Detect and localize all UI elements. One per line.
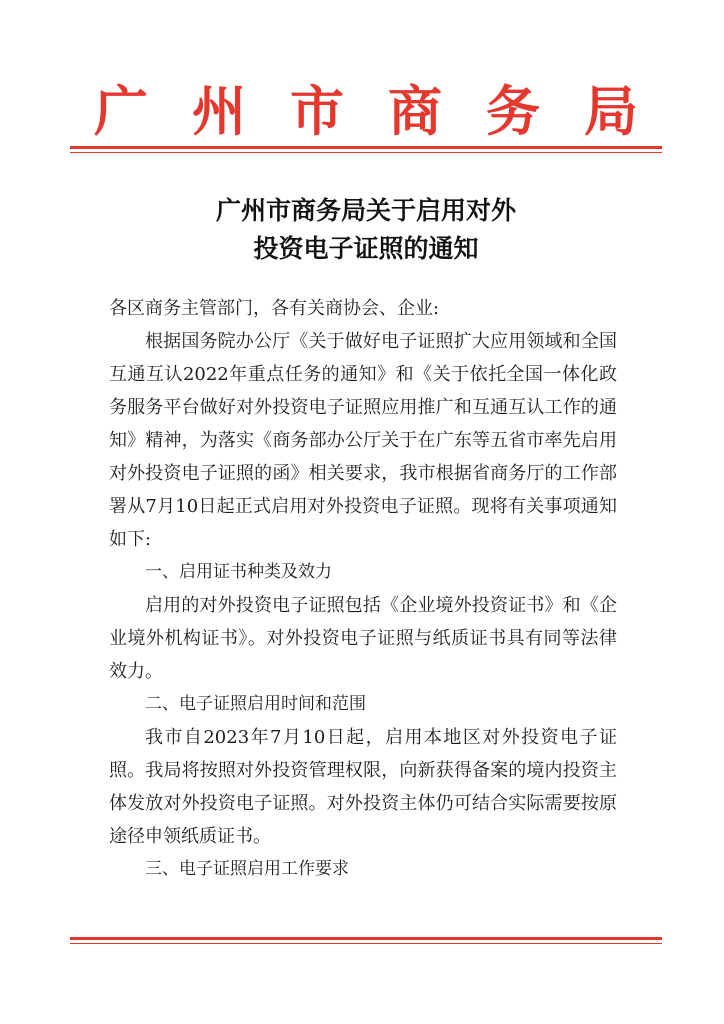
masthead-char: 州: [192, 79, 246, 143]
section-3-heading: 三、电子证照启用工作要求: [145, 859, 349, 879]
footer-rule-thick: [70, 937, 662, 940]
title-line-1: 广州市商务局关于启用对外: [215, 196, 516, 225]
title-line-2: 投资电子证照的通知: [253, 234, 479, 263]
masthead-char: 局: [584, 79, 638, 143]
masthead-rule-thick: [70, 146, 662, 149]
masthead-char: 商: [388, 79, 442, 143]
section-1-paragraph: 启用的对外投资电子证照包括《企业境外投资证书》和《企业境外机构证书》。对外投资电子证照与纸质证书具有同等法律效力。: [109, 595, 617, 682]
footer-rule-thin: [70, 943, 662, 944]
document-body: [109, 292, 617, 886]
section-2-paragraph: 我市自2023年7月10日起，启用本地区对外投资电子证照。我局将按照对外投资管理权限，向新获得备案的境内投资主体发放对外投资电子证照。对外投资主体仍可结合实际需要按原途径申领纸质证书。: [109, 727, 617, 847]
masthead-char: 市: [290, 79, 344, 143]
masthead-rule-thin: [70, 152, 662, 153]
section-2-heading: 二、电子证照启用时间和范围: [145, 694, 366, 714]
salutation: 各区商务主管部门，各有关商协会、企业:: [109, 298, 440, 319]
masthead-char: 广: [94, 79, 148, 143]
masthead-char: 务: [486, 79, 540, 143]
section-1-heading: 一、启用证书种类及效力: [145, 562, 332, 582]
document-title: [70, 192, 662, 268]
masthead: [70, 76, 662, 146]
intro-paragraph: 根据国务院办公厅《关于做好电子证照扩大应用领域和全国互通互认2022年重点任务的通知》和《关于依托全国一体化政务服务平台做好对外投资电子证照应用推广和互通互认工作的通知》精神，为落实《商务部办公厅关于在广东等五省市率先启用对外投资电子证照的函》相关要求，我市根据省商务厅的工作部署从7月10日起正式启用对外投资电子证照。现将有关事项通知如下:: [109, 331, 617, 550]
